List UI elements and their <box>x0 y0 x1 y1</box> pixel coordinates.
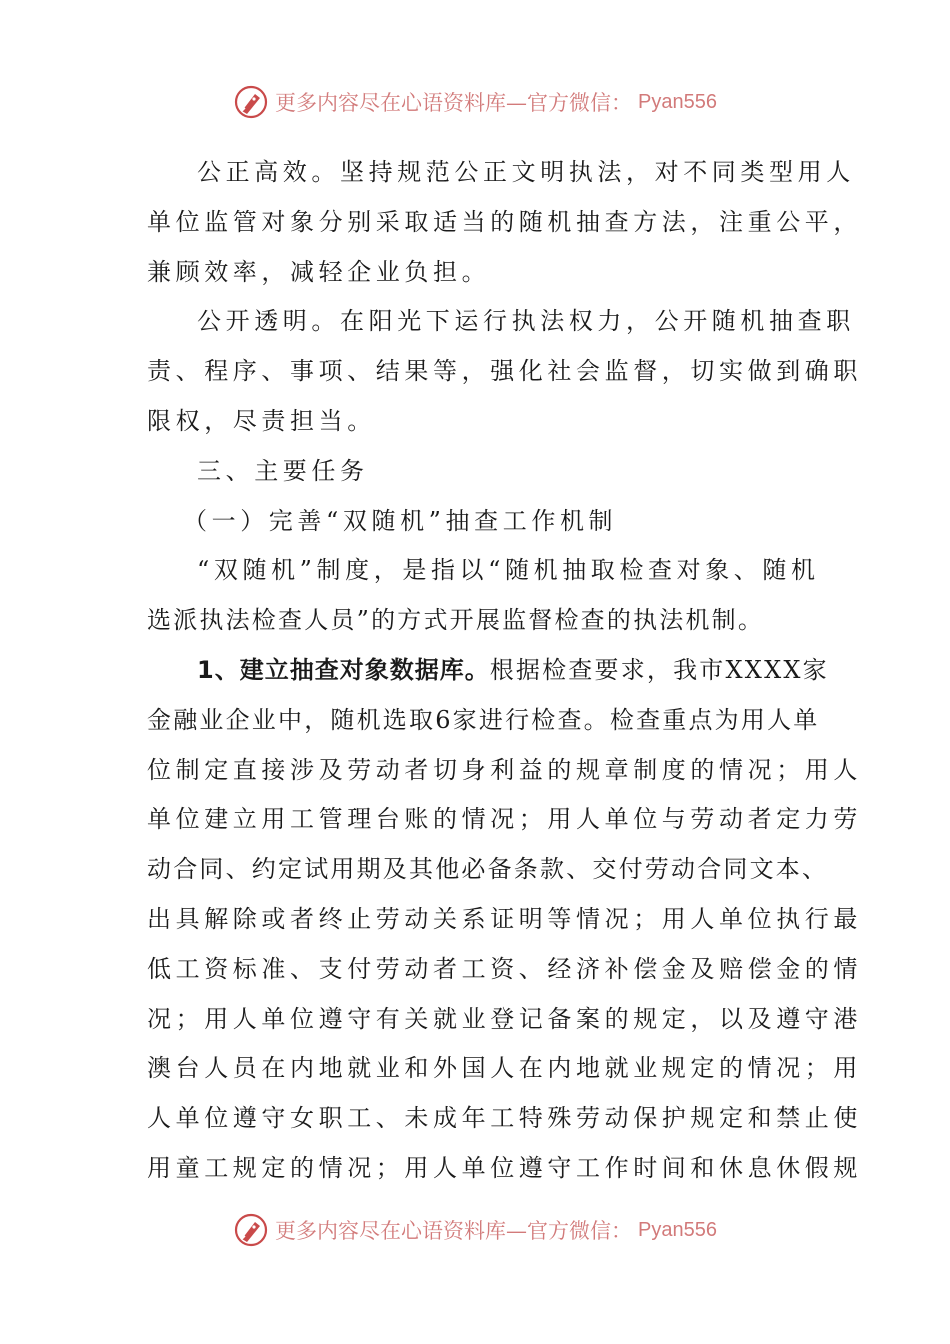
paragraph-line: 用童工规定的情况；用人单位遵守工作时间和休息休假规 <box>147 1153 862 1182</box>
document-body <box>147 148 862 1194</box>
paragraph-line: 公正高效。坚持规范公正文明执法，对不同类型用人 <box>197 158 855 186</box>
paragraph-line: 兼顾效率，减轻企业负担。 <box>147 257 491 286</box>
paragraph-line: 位制定直接涉及劳动者切身利益的规章制度的情况；用人 <box>147 755 862 784</box>
bold-lead-text: 1、建立抽查对象数据库。 <box>197 655 490 684</box>
section-heading: 三、主要任务 <box>197 456 369 485</box>
paragraph-line: 金融业企业中，随机选取6家进行检查。检查重点为用人单 <box>147 705 820 734</box>
paragraph-line: 澳台人员在内地就业和外国人在内地就业规定的情况；用 <box>147 1054 862 1083</box>
paragraph-line: 公开透明。在阳光下运行执法权力，公开随机抽查职 <box>197 307 855 336</box>
paragraph-line: 责、程序、事项、结果等，强化社会监督，切实做到确职 <box>147 357 862 386</box>
paragraph-line <box>147 646 829 696</box>
watermark-footer <box>0 1210 950 1250</box>
paragraph-text: 根据检查要求，我市XXXX家 <box>489 655 829 684</box>
pen-nib-logo-icon <box>233 84 269 120</box>
watermark-header <box>0 82 950 122</box>
paragraph-line: 选派执法检查人员”的方式开展监督检查的执法机制。 <box>147 606 765 635</box>
paragraph-line: 出具解除或者终止劳动关系证明等情况；用人单位执行最 <box>147 904 862 933</box>
paragraph-line: 限权，尽责担当。 <box>147 406 376 435</box>
paragraph-line: 单位建立用工管理台账的情况；用人单位与劳动者定力劳 <box>147 805 862 834</box>
paragraph-line: 单位监管对象分别采取适当的随机抽查方法，注重公平， <box>147 207 862 236</box>
paragraph-line: “双随机”制度，是指以“随机抽取检查对象、随机 <box>197 556 820 585</box>
watermark-text: 更多内容尽在心语资料库—官方微信： <box>275 1219 633 1243</box>
subsection-heading: （一）完善“双随机”抽查工作机制 <box>183 506 618 535</box>
watermark-text: 更多内容尽在心语资料库—官方微信： <box>275 91 633 115</box>
paragraph-line: 况；用人单位遵守有关就业登记备案的规定，以及遵守港 <box>147 1004 862 1033</box>
watermark-wechat-id: Pyan556 <box>638 90 717 113</box>
pen-nib-logo-icon <box>233 1212 269 1248</box>
watermark-wechat-id: Pyan556 <box>638 1218 717 1241</box>
paragraph-line: 动合同、约定试用期及其他必备条款、交付劳动合同文本、 <box>147 855 829 884</box>
paragraph-line: 人单位遵守女职工、未成年工特殊劳动保护规定和禁止使 <box>147 1104 862 1133</box>
paragraph-line: 低工资标准、支付劳动者工资、经济补偿金及赔偿金的情 <box>147 954 862 983</box>
